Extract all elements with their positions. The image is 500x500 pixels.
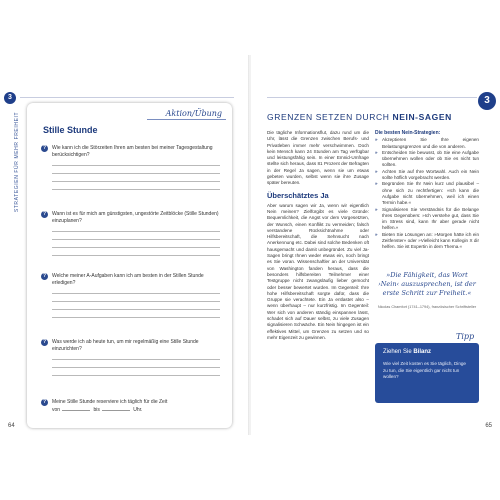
strategies-list <box>375 137 479 250</box>
tip-tag: Tipp <box>456 332 475 341</box>
question-text: Welche meiner A-Aufgaben kann ich am besten in der Stillen Stunde erledigen? <box>52 273 204 286</box>
strategies-title: Die besten Nein-Strategien: <box>375 130 441 136</box>
left-page <box>0 55 249 435</box>
page-heading <box>267 112 452 122</box>
text-column-left <box>267 130 369 341</box>
paragraph: Aber warum sagen wir Ja, wenn wir eigentlich Nein meinen? Zielfürgibt es viele Gründe: Bequemlichkeit, die Angst vor dem Vorgesetzten, der Wunsch, einen Konflikt zu vermeiden; falsch verstandene Rücksichtnahme oder Hilfsbereitschaft, die Sehnsucht nach Anerkennung etc. Dabei sind solche Bedenken oft hausgemacht und damit unbegründet. Zu viel Ja-Sagen bringt Ihnen weder etwas ein, noch bringt es Sie voran. Wissenschaftler an der Universität von Washington fanden heraus, dass die besonders hilfsbereiten Teilnehmer einer Testgruppe nicht zwangsläufig lieber gemocht oder besser bewertet wurden. Im Gegenteil: Ihre hohe Hilfsbereitschaft sorgte dafür, dass die Gruppe sie verachtete. Ein Ja entlastet also – wenn überhaupt – nur kurzfristig. Im Gegenteil: Wer sich von anderen ständig einspannen lässt, schadet sich auf Dauer selbst, zu viele Zusagen signalisieren Schwäche. Ein Nein hingegen ist ein effektives Mittel, um Grenzen zu setzen und so mehr Eigenzeit zu gewinnen. <box>267 202 369 340</box>
chapter-badge: 3 <box>4 92 16 104</box>
list-item: » Akzeptieren Sie Ihre eigenen Belastungsgrenzen und die von anderen. <box>375 137 479 150</box>
answer-lines[interactable] <box>52 231 220 263</box>
tip-title-bold: Bilanz <box>413 349 432 355</box>
chapter-badge: 3 <box>478 92 496 110</box>
answer-lines[interactable] <box>52 359 220 383</box>
heading-bold: NEIN-SAGEN <box>392 112 452 122</box>
card-tag-line <box>147 119 226 120</box>
tip-box <box>375 343 479 403</box>
time-fill-in[interactable] <box>52 407 142 413</box>
question-icon: ? <box>42 399 47 405</box>
side-label-text: STRATEGIEN FÜR MEHR FREIHEIT <box>14 111 20 213</box>
list-item: » Achten Sie auf Ihre Wortwahl. Auch ein Nein sollte höflich vorgebracht werden. <box>375 169 479 182</box>
card-title: Stille Stunde <box>43 125 98 135</box>
card-tag: Aktion/Übung <box>165 109 222 118</box>
pull-quote: »Die Fähigkeit, das Wort ›Nein‹ auszusprechen, ist der erste Schritt zur Freiheit.« <box>378 271 476 297</box>
heading-pre: GRENZEN SETZEN DURCH <box>267 112 393 122</box>
quote-source: Nicolas Chamfort (1741–1794), französischer Schriftsteller <box>377 305 477 309</box>
right-page <box>251 55 500 435</box>
list-item: » Entscheiden Sie bewusst, ob Sie eine Aufgabe übernehmen wollen oder ob Sie es nicht tun sollten. <box>375 150 479 169</box>
tip-text: Wie viel Zeit kosten es Sie täglich, Dinge zu tun, die Sie eigentlich gar nicht tun wollen? <box>383 361 466 379</box>
paragraph: Die tägliche Informationsflut, dazu rund um die Uhr, lässt die Grenzen zwischen Berufs- und Privatleben immer mehr verschwimmen. Doch kein Mensch kann 24 Stunden am Tag verfügbar und leistungsfähig sein. In einer Emnid-Umfrage stellte sich heraus, dass 81 Prozent der Befragten in der Regel Ja sagen, wenn sie um etwas gebeten wurden, selbst wenn sie ihre Zusage später bereuten. <box>267 130 369 186</box>
tip-title <box>383 349 431 355</box>
fill-bis: bis <box>93 407 100 413</box>
question-icon: ? <box>42 145 47 151</box>
question-text: Wie kann ich die Störzeiten Ihren am besten bei meiner Tagesgestaltung berücksichtigen? <box>52 145 213 158</box>
question-icon: ? <box>42 273 47 279</box>
top-rule <box>267 97 477 98</box>
question-text: Was werde ich ab heute tun, um mir regelmäßig eine Stille Stunde einzurichten? <box>52 339 199 352</box>
page-number: 64 <box>8 423 15 429</box>
exercise-card <box>27 103 232 428</box>
question-text: Wann ist es für mich am günstigsten, ungestörte Zeitblöcke (Stille Stunden) einzuplanen? <box>52 211 219 224</box>
list-item: » Begründen Sie Ihr Nein kurz und plausibel – ohne sich zu rechtfertigen: »Ich kann die Aufgabe nicht übernehmen, weil ich einen Termin habe.« <box>375 181 479 206</box>
book-spread <box>0 55 500 435</box>
list-item: » Signalisieren Sie Verständnis für die Belange Ihres Gegenübers: »Ich verstehe gut, dass Sie im Stress sind, kann Ihr aber gerade nicht helfen.« <box>375 207 479 232</box>
question-text: Meine Stille Stunde reserviere ich täglich für die Zeit <box>52 399 168 405</box>
fill-von: von <box>52 407 61 413</box>
answer-lines[interactable] <box>52 165 220 197</box>
list-item: » Bieten Sie Lösungen an: »Morgen hätte ich ein Zeitfenster« oder »Vielleicht kann Kollegin X dir helfen. Sie ist Expertin in dem Thema.« <box>375 232 479 251</box>
answer-lines[interactable] <box>52 293 220 325</box>
sub-heading: Überschätztes Ja <box>267 190 329 200</box>
page-number: 65 <box>485 423 492 429</box>
text-column-right <box>375 130 479 251</box>
question-icon: ? <box>42 339 47 345</box>
question-icon: ? <box>42 211 47 217</box>
top-rule <box>20 97 234 98</box>
side-label <box>9 95 20 235</box>
fill-uhr: Uhr. <box>133 407 143 413</box>
tip-title-pre: Ziehen Sie <box>383 349 414 355</box>
